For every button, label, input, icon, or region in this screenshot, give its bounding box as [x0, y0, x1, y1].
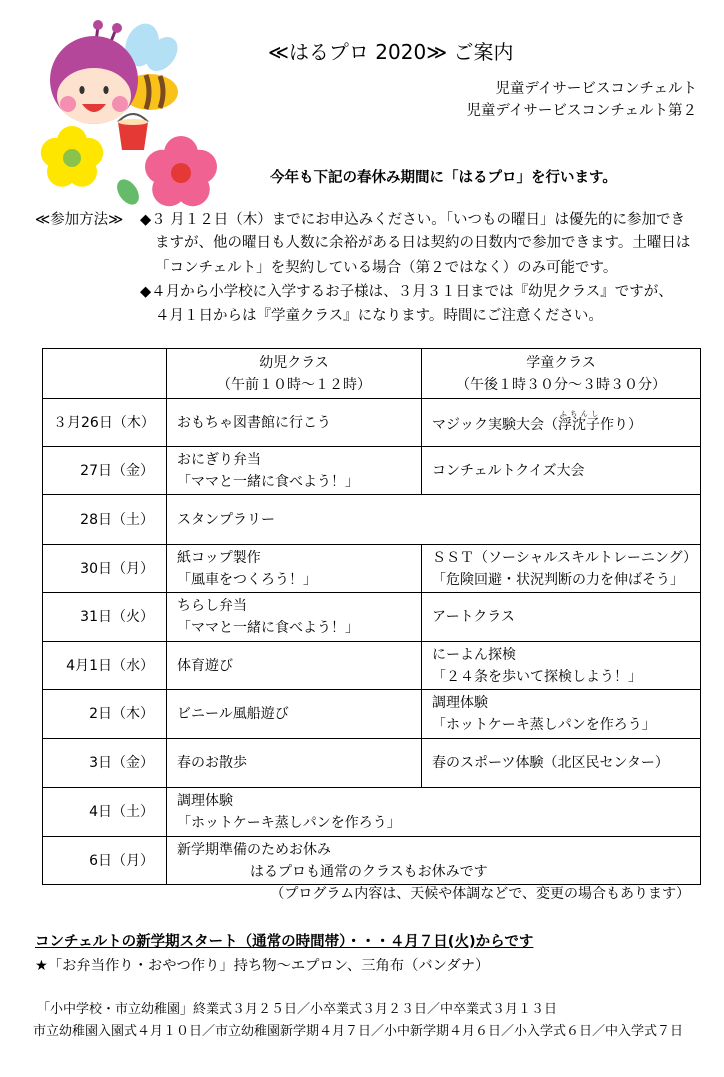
page-title: ≪はるプロ 2020≫ ご案内: [268, 40, 514, 64]
date-cell: 2日（木）: [43, 690, 167, 739]
table-row: [43, 545, 701, 593]
cell-line: 体育遊び: [177, 657, 233, 674]
school-activity-cell: [422, 399, 701, 447]
bee-cheek: [60, 96, 76, 112]
intro-text: 今年も下記の春休み期間に「はるプロ」を行います。: [270, 170, 617, 186]
date-cell: 30日（月）: [43, 545, 167, 593]
schedule-note: （プログラム内容は、天候や体調などで、変更の場合もあります）: [270, 886, 690, 902]
kids-activity-cell: [167, 399, 422, 447]
cell-line: ちらし弁当: [177, 598, 247, 614]
kids-activity-cell: [167, 642, 422, 690]
bee-and-flowers-illustration: [30, 18, 230, 218]
header-empty-cell: [43, 349, 167, 399]
bee-eye: [79, 86, 84, 94]
school-activity-cell: [422, 545, 701, 593]
date-cell: 28日（土）: [43, 495, 167, 545]
school-activity-cell: [422, 593, 701, 642]
cell-line: ＳＳＴ（ソーシャルスキルトレーニング）: [432, 549, 698, 566]
participation-line: ４月１日からは『学童クラス』になります。時間にご注意ください。: [155, 308, 603, 324]
school-events-line: 市立幼稚園入園式４月１０日／市立幼稚園新学期４月７日／小中新学期４月６日／小入学式６日／中入学式７日: [33, 1024, 684, 1039]
cell-line: 「風車をつくろう！」: [177, 571, 317, 588]
bucket: [118, 122, 148, 150]
cell-line: コンチェルトクイズ大会: [432, 462, 585, 479]
school-activity-cell: [422, 739, 701, 788]
date-cell: 27日（金）: [43, 447, 167, 495]
ruby-base: 浮沈子: [558, 416, 600, 433]
table-row: [43, 690, 701, 739]
cell-line: [432, 410, 690, 436]
cell-line: にーよん探検: [432, 646, 516, 663]
table-row: [43, 642, 701, 690]
bee-antenna-tip: [93, 20, 103, 30]
kids-activity-cell: [167, 545, 422, 593]
organization-name: 児童デイサービスコンチェルト: [495, 81, 697, 97]
cell-line: 春のお散歩: [177, 755, 247, 771]
ruby-reading: ふちんし: [558, 409, 600, 418]
activity-text: マジック実験大会（: [432, 416, 558, 433]
cell-line: スタンプラリー: [177, 511, 275, 528]
cell-line: 「２４条を歩いて探検しよう！」: [432, 668, 642, 685]
participation-line: ますが、他の曜日も人数に余裕がある日は契約の日数内で参加できます。土曜日は: [155, 235, 691, 251]
header-cell-school: [422, 349, 701, 399]
date-cell: 4月1日（水）: [43, 642, 167, 690]
bee-face: [57, 68, 131, 124]
column-time: （午後１時３０分～３時３０分）: [456, 376, 666, 393]
cell-line: 「ホットケーキ蒸しパンを作ろう」: [177, 815, 401, 831]
date-cell: 31日（火）: [43, 593, 167, 642]
activity-text: 作り）: [600, 416, 642, 433]
bucket-rim: [118, 119, 148, 125]
kids-activity-cell: [167, 447, 422, 495]
kids-activity-cell: [167, 593, 422, 642]
table-row: [43, 788, 701, 837]
date-cell: ３月26日（木）: [43, 399, 167, 447]
organization-block: [466, 78, 697, 122]
cell-line: 新学期準備のためお休み: [177, 841, 331, 858]
cell-line: 春のスポーツ体験（北区民センター）: [432, 755, 669, 771]
cell-line: 「ママと一緒に食べよう！」: [177, 620, 359, 636]
school-events-line: 「小中学校・市立幼稚園」終業式３月２５日／小卒業式３月２３日／中卒業式３月１３日: [37, 1002, 558, 1017]
cell-line: おにぎり弁当: [177, 451, 261, 468]
new-term-headline: コンチェルトの新学期スタート（通常の時間帯）・・・４月７日(火)からです: [35, 934, 534, 950]
participation-label: ≪参加方法≫: [35, 212, 124, 228]
joint-activity-cell: [167, 788, 701, 837]
school-activity-cell: [422, 690, 701, 739]
participation-line: 「コンチェルト」を契約している場合（第２ではなく）のみ可能です。: [155, 260, 618, 276]
pink-flower-center: [171, 163, 191, 183]
bee-eye: [103, 86, 108, 94]
participation-line: ◆３ 月１２日（木）までにお申込みください。「いつもの曜日」は優先的に参加でき: [140, 212, 686, 228]
column-name: 学童クラス: [526, 354, 596, 371]
cell-line: アートクラス: [432, 609, 515, 625]
belongings-note: ★「お弁当作り・おやつ作り」持ち物～エプロン、三角布（バンダナ）: [35, 958, 490, 974]
participation-line: ◆４月から小学校に入学するお子様は、３月３１日までは『幼児クラス』ですが、: [140, 284, 673, 300]
schedule-table: [42, 348, 701, 885]
school-activity-cell: [422, 447, 701, 495]
leaf: [113, 175, 144, 208]
cell-line: ビニール風船遊び: [177, 706, 289, 722]
bee-antenna-tip: [112, 23, 122, 33]
table-row: [43, 739, 701, 788]
cell-line: 「ホットケーキ蒸しパンを作ろう」: [432, 717, 656, 733]
kids-activity-cell: [167, 690, 422, 739]
cell-line: 「危険回避・状況判断の力を伸ばそう」: [432, 571, 684, 588]
table-row: [43, 447, 701, 495]
table-row: [43, 837, 701, 885]
cell-line: 紙コップ製作: [177, 549, 261, 566]
cell-line: 調理体験: [177, 793, 233, 809]
school-activity-cell: [422, 642, 701, 690]
date-cell: 6日（月）: [43, 837, 167, 885]
date-cell: 3日（金）: [43, 739, 167, 788]
joint-activity-cell: [167, 495, 701, 545]
organization-name: 児童デイサービスコンチェルト第２: [466, 103, 697, 119]
cell-line: 「ママと一緒に食べよう！」: [177, 473, 359, 490]
furigana-ruby: [558, 409, 600, 433]
column-time: （午前１０時～１２時）: [217, 376, 371, 393]
bee-cheek: [112, 96, 128, 112]
cell-line: おもちゃ図書館に行こう: [177, 414, 331, 431]
column-name: 幼児クラス: [259, 354, 329, 371]
table-header-row: [43, 349, 701, 399]
table-row: [43, 399, 701, 447]
yellow-flower-center: [63, 149, 81, 167]
date-cell: 4日（土）: [43, 788, 167, 837]
cell-line: はるプロも通常のクラスもお休みです: [250, 863, 488, 880]
table-row: [43, 495, 701, 545]
header-cell-kids: [167, 349, 422, 399]
table-row: [43, 593, 701, 642]
cell-line: 調理体験: [432, 695, 488, 711]
kids-activity-cell: [167, 739, 422, 788]
joint-activity-cell: [167, 837, 701, 885]
